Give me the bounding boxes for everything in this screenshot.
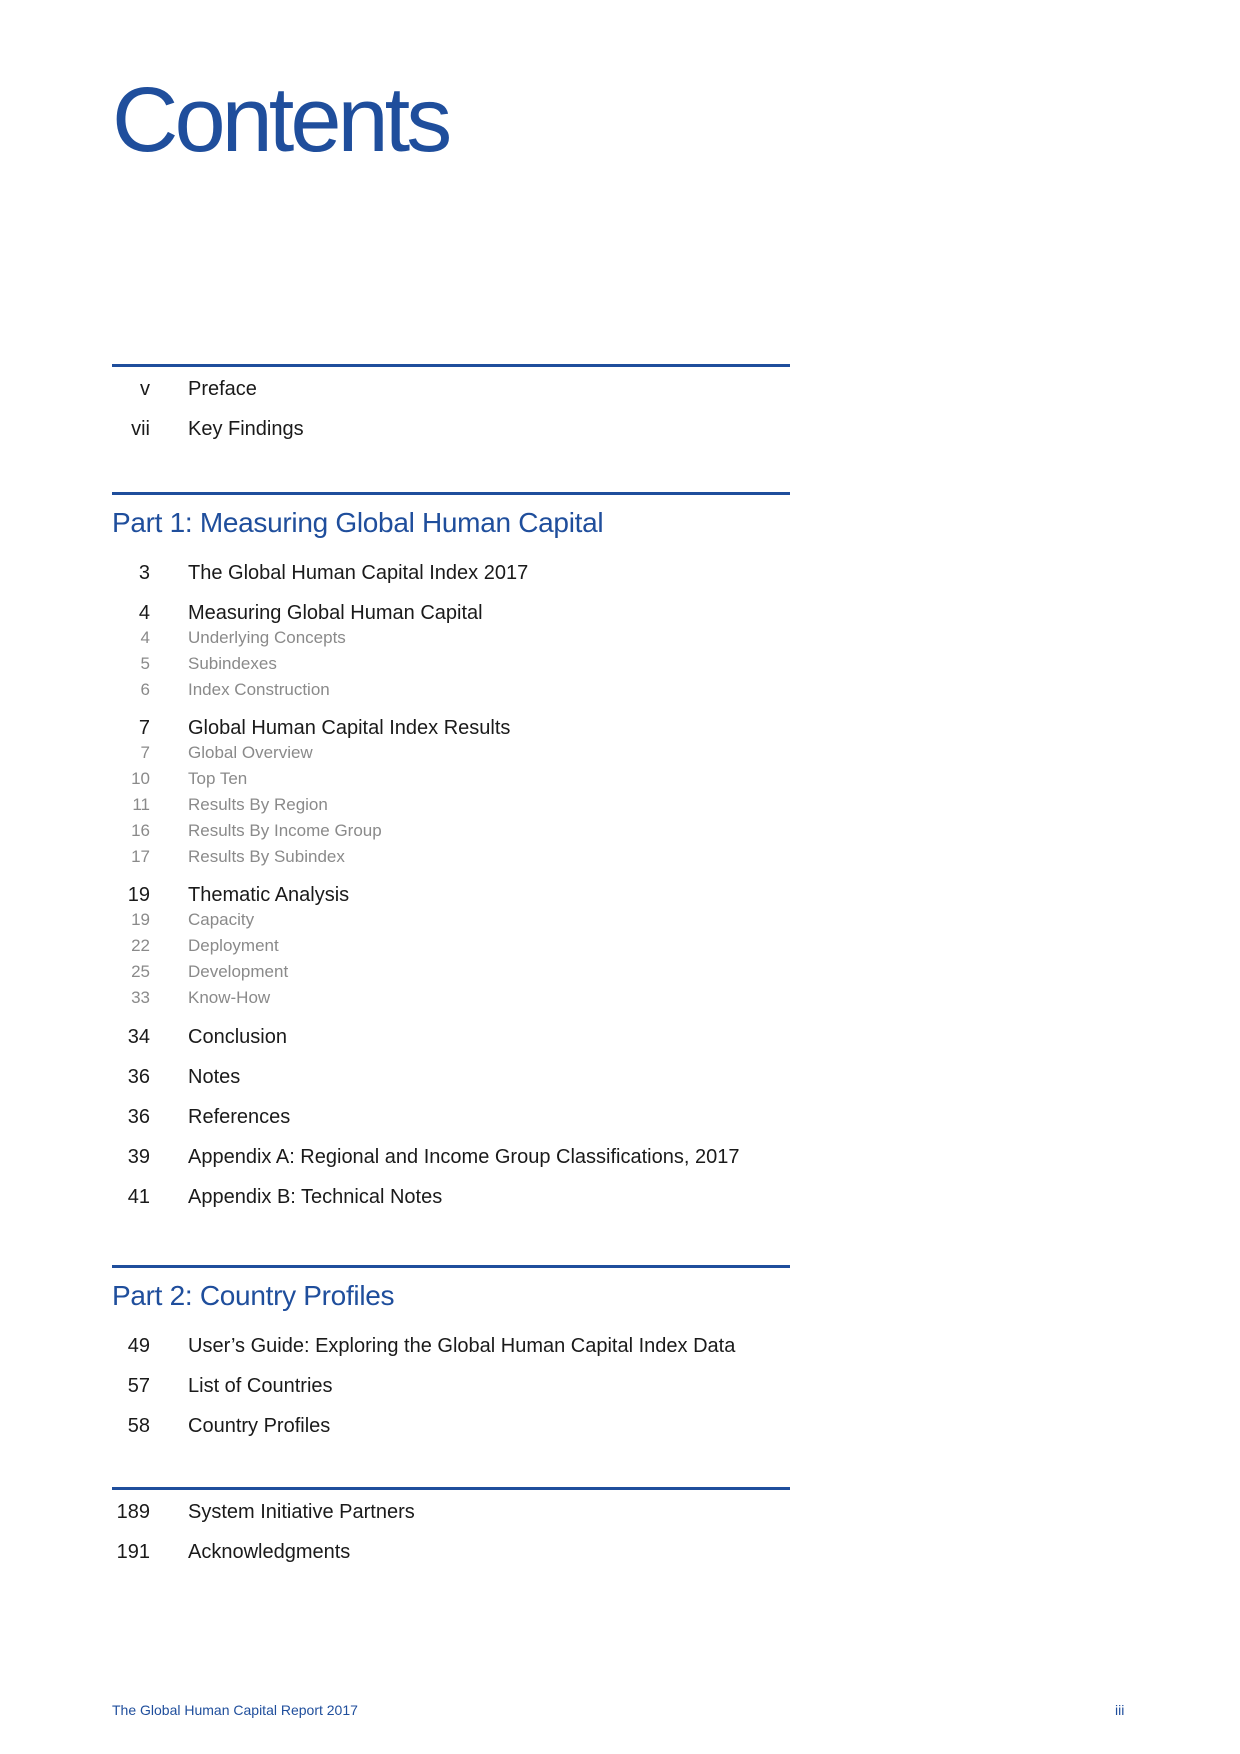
toc-page-number: 191	[116, 1541, 150, 1563]
toc-entry[interactable]	[112, 1177, 790, 1217]
part1-heading: Part 1: Measuring Global Human Capital	[112, 507, 604, 538]
toc-subentry-label: Know-How	[188, 988, 271, 1007]
toc-entry[interactable]	[112, 553, 790, 593]
toc-group-thematic	[112, 883, 790, 1011]
section-divider	[112, 1265, 790, 1268]
toc-entry[interactable]	[112, 1017, 790, 1057]
toc-entry-key-findings[interactable]	[112, 409, 790, 449]
toc-page-number: vii	[131, 418, 150, 440]
toc-subentry[interactable]	[112, 651, 790, 677]
toc-entry-partners[interactable]	[112, 1492, 790, 1532]
toc-entry[interactable]	[112, 883, 790, 907]
toc-group-measuring	[112, 601, 790, 703]
toc-page-number: 22	[131, 936, 150, 955]
toc-page-number: 39	[127, 1146, 150, 1168]
toc-entry[interactable]	[112, 1137, 790, 1177]
toc-page-number: 5	[140, 654, 150, 673]
toc-page-number: 7	[140, 743, 150, 762]
toc-page-number: 189	[116, 1501, 150, 1523]
toc-entry[interactable]	[112, 601, 790, 625]
toc-entry-label: Appendix A: Regional and Income Group Classifications, 2017	[188, 1146, 740, 1168]
toc-page-number: 33	[131, 988, 150, 1007]
toc-subentry[interactable]	[112, 933, 790, 959]
toc-entry[interactable]	[112, 716, 790, 740]
toc-subentry-label: Results By Subindex	[188, 847, 345, 866]
toc-subentry-label: Results By Region	[188, 795, 328, 814]
toc-subentry[interactable]	[112, 959, 790, 985]
toc-entry-label: Notes	[188, 1066, 241, 1088]
toc-page-number: 58	[127, 1415, 150, 1437]
toc-page-number: 16	[131, 821, 150, 840]
section-divider	[112, 492, 790, 495]
toc-page-number: 41	[127, 1186, 150, 1208]
toc-subentry-label: Capacity	[188, 910, 255, 929]
toc-page-number: 34	[127, 1026, 150, 1048]
toc-entry-label: Acknowledgments	[188, 1541, 351, 1563]
toc-entry[interactable]	[112, 1097, 790, 1137]
toc-page-number: 4	[138, 602, 150, 624]
toc-page-number: 17	[131, 847, 150, 866]
toc-entry-label: Country Profiles	[188, 1415, 331, 1437]
toc-page-number: 19	[131, 910, 150, 929]
toc-subentry[interactable]	[112, 677, 790, 703]
toc-entry-label: Key Findings	[188, 418, 304, 440]
toc-page-number: 11	[132, 795, 150, 814]
toc-page-number: 49	[127, 1335, 150, 1357]
toc-subentry-label: Global Overview	[188, 743, 313, 762]
toc-subentry-label: Underlying Concepts	[188, 628, 346, 647]
footer-page-number: iii	[1115, 1702, 1125, 1718]
toc-entry-label: Conclusion	[188, 1026, 287, 1048]
toc-subentry[interactable]	[112, 766, 790, 792]
toc-entry[interactable]	[112, 1326, 790, 1366]
toc-page-number: 7	[138, 717, 150, 739]
toc-subentry-label: Index Construction	[188, 680, 330, 699]
toc-entry[interactable]	[112, 1406, 790, 1446]
part2-section	[112, 1265, 790, 1446]
toc-page-number: 36	[127, 1106, 150, 1128]
toc-entry-acknowledgments[interactable]	[112, 1532, 790, 1572]
front-matter-section	[112, 364, 790, 449]
toc-subentry[interactable]	[112, 985, 790, 1011]
toc-page-number: 25	[131, 962, 150, 981]
toc-subentry[interactable]	[112, 792, 790, 818]
toc-entry-preface[interactable]	[112, 369, 790, 409]
toc-subentry-label: Subindexes	[188, 654, 277, 673]
toc-entry-label: Thematic Analysis	[188, 884, 350, 906]
toc-entry-label: References	[188, 1106, 291, 1128]
toc-entry-label: Measuring Global Human Capital	[188, 602, 483, 624]
toc-entry-label: The Global Human Capital Index 2017	[188, 562, 529, 584]
back-matter-section	[112, 1487, 790, 1572]
toc-page-number: 10	[131, 769, 150, 788]
toc-page-number: 6	[140, 680, 150, 699]
toc-subentry-label: Top Ten	[188, 769, 248, 788]
toc-page-number: 36	[127, 1066, 150, 1088]
toc-entry-label: Preface	[188, 378, 257, 400]
toc-subentry[interactable]	[112, 818, 790, 844]
toc-subentry-label: Deployment	[188, 936, 279, 955]
toc-entry-label: Appendix B: Technical Notes	[188, 1186, 443, 1208]
toc-subentry[interactable]	[112, 740, 790, 766]
part2-heading: Part 2: Country Profiles	[112, 1280, 395, 1311]
page-title: Contents	[112, 69, 449, 171]
toc-subentry[interactable]	[112, 625, 790, 651]
toc-page-number: 57	[127, 1375, 150, 1397]
toc-entry[interactable]	[112, 1366, 790, 1406]
toc-page-number: 4	[140, 628, 150, 647]
toc-entry-label: System Initiative Partners	[188, 1501, 415, 1523]
toc-subentry[interactable]	[112, 907, 790, 933]
toc-page-number: 3	[138, 562, 150, 584]
toc-page-number: 19	[127, 884, 150, 906]
toc-group-results	[112, 716, 790, 870]
part1-section	[112, 492, 790, 1217]
footer-report-name: The Global Human Capital Report 2017	[112, 1702, 358, 1718]
toc-entry-label: User’s Guide: Exploring the Global Human Capital Index Data	[188, 1335, 736, 1357]
toc-subentry-label: Results By Income Group	[188, 821, 382, 840]
toc-entry-label: Global Human Capital Index Results	[188, 717, 511, 739]
toc-subentry-label: Development	[188, 962, 289, 981]
toc-entry[interactable]	[112, 1057, 790, 1097]
toc-subentry[interactable]	[112, 844, 790, 870]
toc-entry-label: List of Countries	[188, 1375, 333, 1397]
toc-page-number: v	[140, 378, 150, 400]
